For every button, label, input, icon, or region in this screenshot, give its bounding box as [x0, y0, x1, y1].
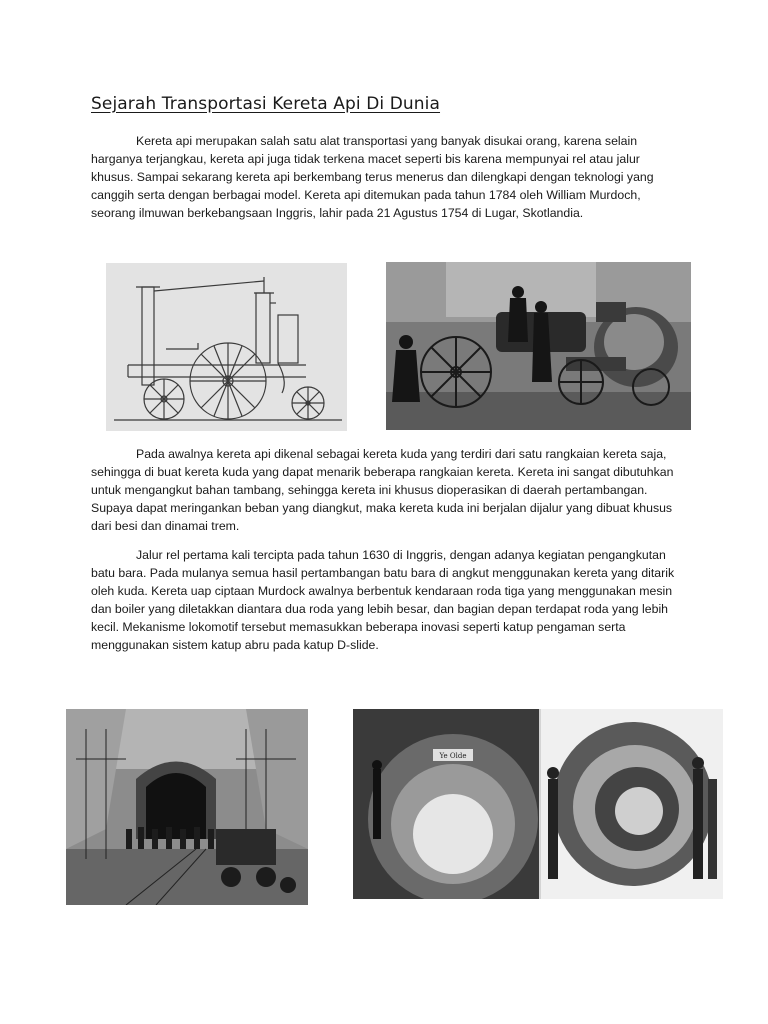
tunnel-construction-photo: [66, 709, 308, 905]
early-locomotive-engraving-svg: [386, 262, 691, 430]
tunnel-construction-photo-svg: [66, 709, 308, 905]
early-locomotive-engraving: [386, 262, 691, 430]
brick-tunnel-engravings: [353, 709, 723, 899]
steam-carriage-drawing: [106, 263, 347, 431]
steam-carriage-drawing-svg: [106, 263, 347, 431]
tunnel-sign-text: Ye Olde: [439, 752, 467, 760]
page-title: Sejarah Transportasi Kereta Api Di Dunia: [91, 94, 441, 114]
paragraph-2: Pada awalnya kereta api dikenal sebagai kereta kuda yang terdiri dari satu rangkaian kereta saja, sehingga di buat kereta kuda yang dapat menarik beberapa rangkaian kereta. Kereta ini sangat dibutuhkan untuk mengangkut bahan tambang, sehingga kereta ini khusus dioperasikan di daerah pertambangan. Supaya dapat meringankan beban yang diangkut, maka kereta kuda ini berjalan dijalur yang dibuat khusus dari besi dan dinamai trem.: [91, 447, 674, 533]
paragraph-3: Jalur rel pertama kali tercipta pada tahun 1630 di Inggris, dengan adanya kegiatan pengangkutan batu bara. Pada mulanya semua hasil pertambangan batu bara di angkut menggunakan kereta yang ditarik oleh kuda. Kereta uap ciptaan Murdock awalnya berbentuk kendaraan roda tiga yang menggunakan mesin dan boiler yang diletakkan diantara dua roda yang lebih besar, dan bagian depan terdapat roda yang lebih kecil. Mekanisme lokomotif tersebut memasukkan beberapa inovasi seperti katup pengaman serta menggunakan sistem katup abru pada katup D-slide.: [91, 548, 675, 652]
brick-tunnel-engravings-svg: [353, 709, 723, 899]
paragraph-1: Kereta api merupakan salah satu alat transportasi yang banyak disukai orang, karena selain harganya terjangkau, kereta api juga tidak terkena macet seperti bis karena mempunyai rel atau jalur khusus. Sampai sekarang kereta api berkembang terus menerus dan dilengkapi dengan teknologi yang canggih serta dengan berbagai model. Kereta api ditemukan pada tahun 1784 oleh William Murdoch, seorang ilmuwan berkebangsaan Inggris, lahir pada 21 Agustus 1754 di Lugar, Skotlandia.: [91, 134, 654, 220]
